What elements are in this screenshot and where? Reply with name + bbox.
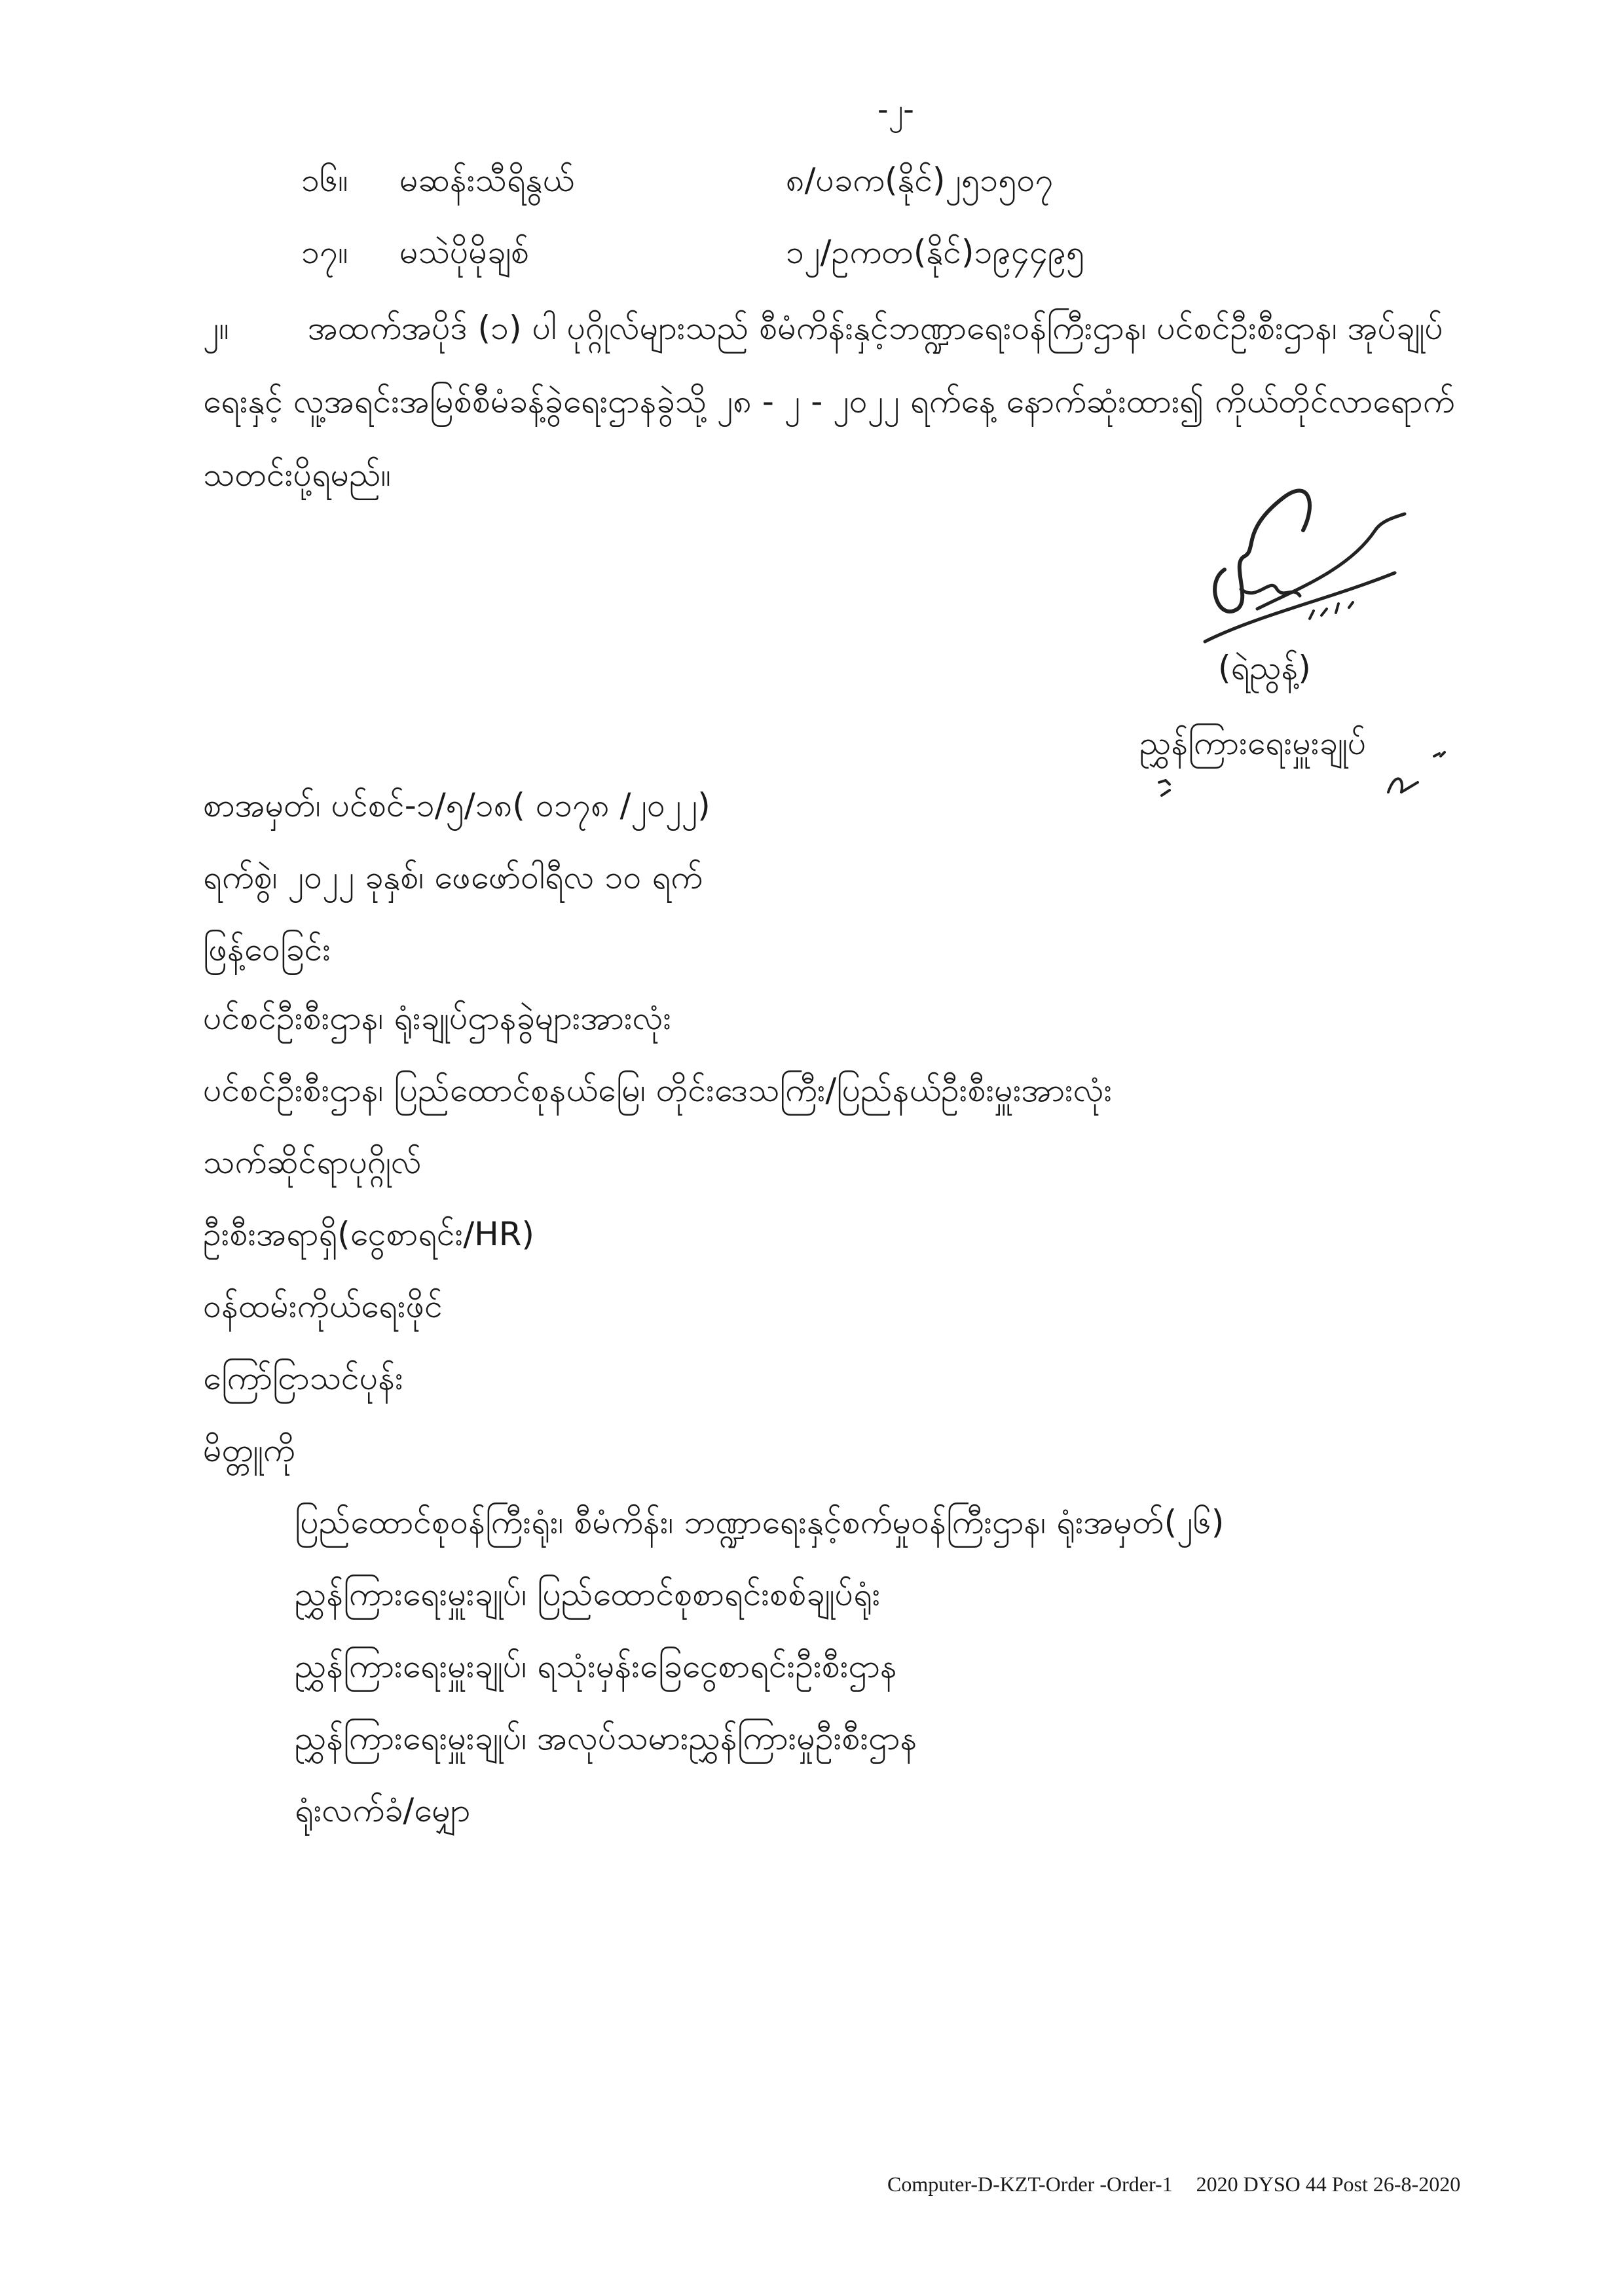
letter-date: ရက်စွဲ၊ ၂၀၂၂ ခုနှစ်၊ ဖေဖော်ဝါရီလ ၁၀ ရက် — [203, 858, 703, 896]
initial-mark — [1382, 766, 1428, 805]
paragraph-text: အထက်အပိုဒ် (၁) ပါ ပုဂ္ဂိုလ်များသည် စီမံကိန်းနှင့်ဘဏ္ဍာရေးဝန်ကြီးဌာန၊ ပင်စင်ဦးစီးဌာန၊ အုပ်ချုပ်ရေးနှင့် လူ့အရင်းအမြစ်စီမံခန့်ခွဲရေးဌာနခွဲသို့ ၂၈ - ၂ - ၂၀၂၂ ရက်နေ့ နောက်ဆုံးထား၍ ကိုယ်တိုင်လာရောက် သတင်းပို့ရမည်။ — [203, 309, 1455, 494]
list-item-name: မဆန်းသီရိနွယ် — [399, 161, 574, 199]
copies-item: ညွှန်ကြားရေးမှူးချုပ်၊ ပြည်ထောင်စုစာရင်းစစ်ချုပ်ရုံး — [295, 1575, 881, 1613]
list-item-number: ၁၇။ — [301, 233, 348, 271]
initial-mark — [1428, 737, 1460, 769]
copies-item: ရုံးလက်ခံ/မျှော — [295, 1791, 471, 1829]
distribution-heading: ဖြန့်ဝေခြင်း — [203, 930, 331, 968]
initial-mark — [1153, 773, 1192, 805]
signatory-title: ညွှန်ကြားရေးမှူးချုပ် — [1139, 724, 1367, 762]
footer-doc-code: Computer-D-KZT-Order -Order-1 — [887, 2172, 1173, 2196]
footer — [887, 2172, 1484, 2196]
list-item-id: ၈/ပခက(နိုင်)၂၅၁၅၀၇ — [786, 161, 1054, 199]
list-item-id: ၁၂/ဥကတ(နိုင်)၁၉၄၄၉၅ — [786, 233, 1085, 271]
copies-item: ညွှန်ကြားရေးမှူးချုပ်၊ ရသုံးမှန်းခြေငွေစာရင်းဦးစီးဌာန — [295, 1647, 897, 1685]
list-item-number: ၁၆။ — [301, 161, 348, 199]
distribution-item: ပင်စင်ဦးစီးဌာန၊ ရုံးချုပ်ဌာနခွဲများအားလုံး — [203, 999, 672, 1037]
distribution-item: ဦးစီးအရာရှိ(ငွေစာရင်း/HR) — [203, 1215, 535, 1253]
signatory-name: (ရဲညွန့်) — [1218, 649, 1311, 687]
distribution-item: ပင်စင်ဦးစီးဌာန၊ ပြည်ထောင်စုနယ်မြေ၊ တိုင်းဒေသကြီး/ပြည်နယ်ဦးစီးမှူးအားလုံး — [203, 1071, 1113, 1109]
distribution-item: သက်ဆိုင်ရာပုဂ္ဂိုလ် — [203, 1143, 422, 1181]
footer-ref: 2020 DYSO 44 Post 26-8-2020 — [1196, 2172, 1461, 2196]
paragraph-number: ၂။ — [203, 309, 229, 347]
list-item-name: မသဲပိုမိုချစ် — [399, 233, 530, 271]
handwritten-signature — [1179, 458, 1428, 668]
letter-number: စာအမှတ်၊ ပင်စင်-၁/၅/၁၈( ၀၁၇၈ /၂၀၂၂) — [203, 786, 710, 824]
copies-item: ပြည်ထောင်စုဝန်ကြီးရုံး၊ စီမံကိန်း၊ ဘဏ္ဍာရေးနှင့်စက်မှုဝန်ကြီးဌာန၊ ရုံးအမှတ်(၂၆) — [295, 1503, 1225, 1541]
copies-heading: မိတ္တူကို — [203, 1431, 295, 1469]
distribution-item: ဝန်ထမ်းကိုယ်ရေးဖိုင် — [203, 1287, 443, 1325]
page-number: -၂- — [877, 92, 914, 127]
distribution-item: ကြော်ငြာသင်ပုန်း — [203, 1359, 403, 1397]
copies-item: ညွှန်ကြားရေးမှူးချုပ်၊ အလုပ်သမားညွှန်ကြားမှုဦးစီးဌာန — [295, 1719, 917, 1757]
